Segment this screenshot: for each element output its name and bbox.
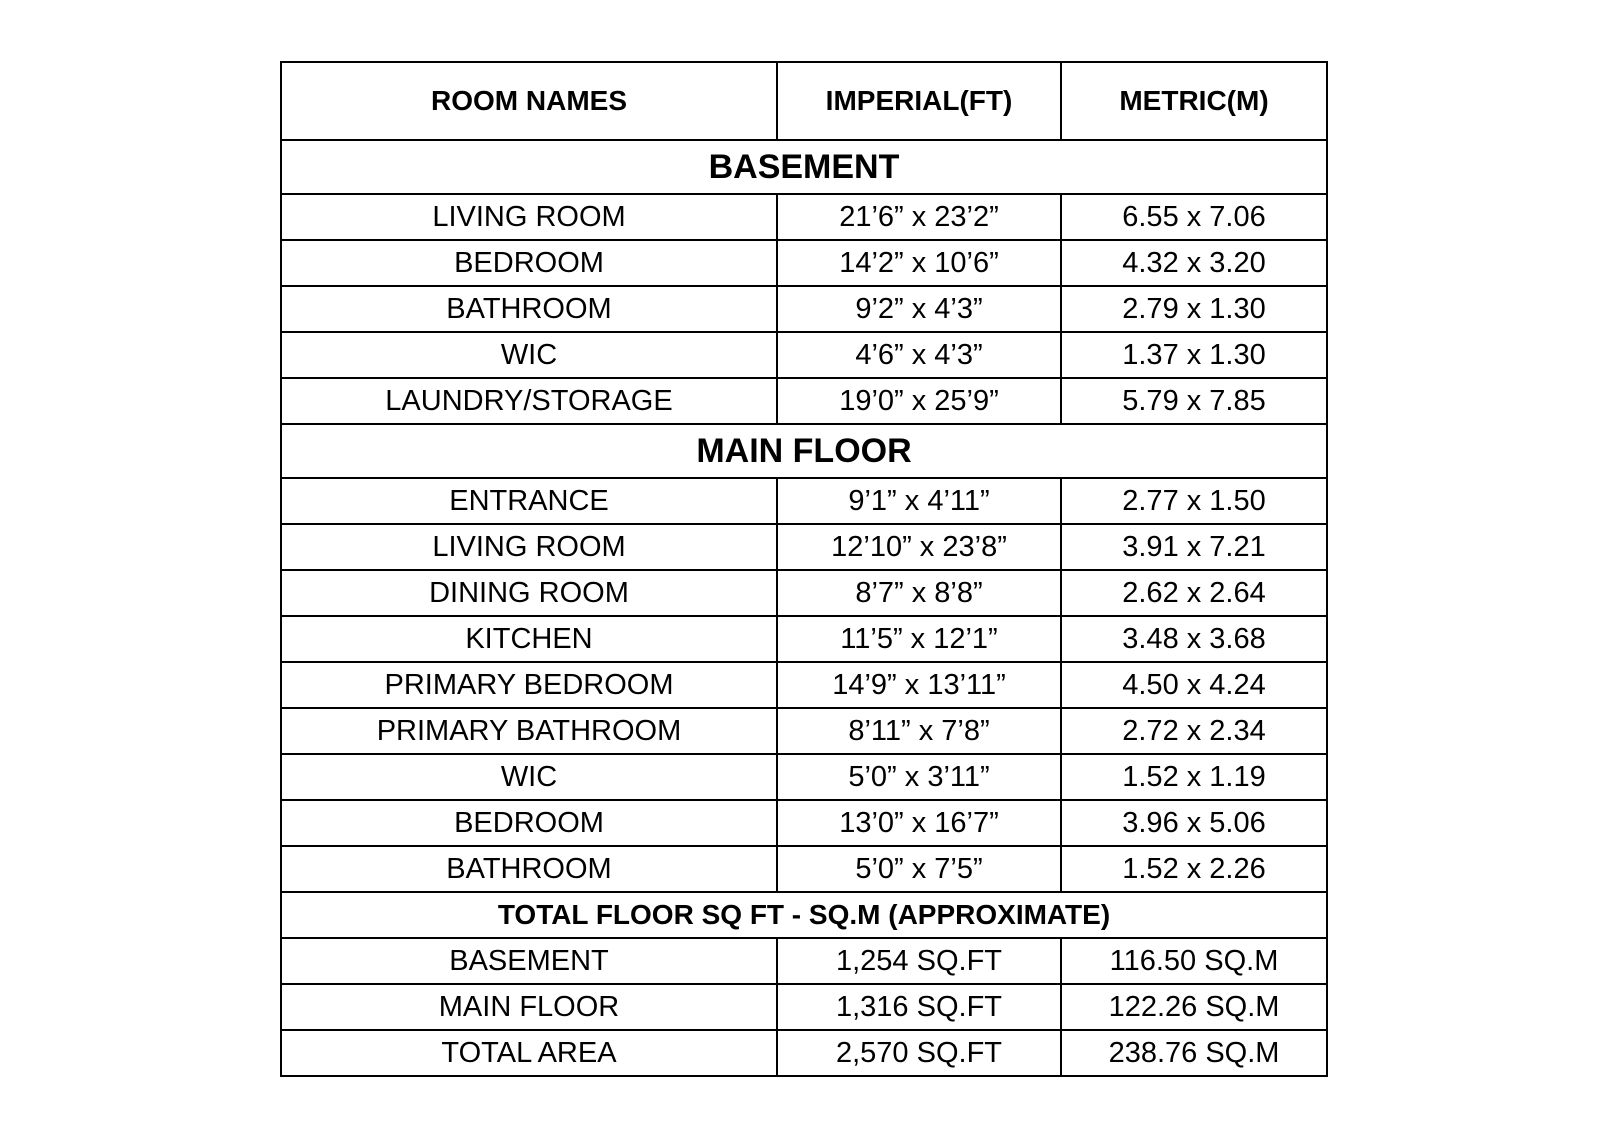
room-name: LIVING ROOM (281, 194, 777, 240)
table-row (281, 800, 1327, 846)
metric-size: 1.52 x 2.26 (1061, 846, 1327, 892)
table-row (281, 984, 1327, 1030)
area-sqm: 116.50 SQ.M (1061, 938, 1327, 984)
room-dimensions-table (280, 61, 1328, 1077)
imperial-size: 13’0” x 16’7” (777, 800, 1061, 846)
section-title: BASEMENT (281, 140, 1327, 194)
header-metric: METRIC(M) (1061, 62, 1327, 140)
imperial-size: 9’1” x 4’11” (777, 478, 1061, 524)
table-row (281, 478, 1327, 524)
area-sqft: 1,254 SQ.FT (777, 938, 1061, 984)
room-name: ENTRANCE (281, 478, 777, 524)
metric-size: 2.79 x 1.30 (1061, 286, 1327, 332)
metric-size: 2.72 x 2.34 (1061, 708, 1327, 754)
metric-size: 6.55 x 7.06 (1061, 194, 1327, 240)
metric-size: 3.96 x 5.06 (1061, 800, 1327, 846)
metric-size: 1.37 x 1.30 (1061, 332, 1327, 378)
table-row (281, 662, 1327, 708)
section-title: MAIN FLOOR (281, 424, 1327, 478)
table-row (281, 378, 1327, 424)
table-row (281, 194, 1327, 240)
section-basement (281, 140, 1327, 194)
room-name: BATHROOM (281, 286, 777, 332)
imperial-size: 11’5” x 12’1” (777, 616, 1061, 662)
metric-size: 3.48 x 3.68 (1061, 616, 1327, 662)
header-row (281, 62, 1327, 140)
room-name: BEDROOM (281, 800, 777, 846)
table-row (281, 570, 1327, 616)
table-row (281, 708, 1327, 754)
metric-size: 4.32 x 3.20 (1061, 240, 1327, 286)
metric-size: 4.50 x 4.24 (1061, 662, 1327, 708)
imperial-size: 4’6” x 4’3” (777, 332, 1061, 378)
room-name: PRIMARY BATHROOM (281, 708, 777, 754)
table-row (281, 1030, 1327, 1076)
metric-size: 1.52 x 1.19 (1061, 754, 1327, 800)
area-sqm: 122.26 SQ.M (1061, 984, 1327, 1030)
imperial-size: 9’2” x 4’3” (777, 286, 1061, 332)
table-row (281, 846, 1327, 892)
area-name: BASEMENT (281, 938, 777, 984)
table-row (281, 616, 1327, 662)
room-name: WIC (281, 754, 777, 800)
room-name: KITCHEN (281, 616, 777, 662)
area-sqm: 238.76 SQ.M (1061, 1030, 1327, 1076)
room-name: LIVING ROOM (281, 524, 777, 570)
imperial-size: 12’10” x 23’8” (777, 524, 1061, 570)
table-row (281, 524, 1327, 570)
metric-size: 2.62 x 2.64 (1061, 570, 1327, 616)
totals-title: TOTAL FLOOR SQ FT - SQ.M (APPROXIMATE) (281, 892, 1327, 938)
imperial-size: 5’0” x 3’11” (777, 754, 1061, 800)
area-name: MAIN FLOOR (281, 984, 777, 1030)
imperial-size: 19’0” x 25’9” (777, 378, 1061, 424)
table-row (281, 754, 1327, 800)
header-imperial: IMPERIAL(FT) (777, 62, 1061, 140)
metric-size: 2.77 x 1.50 (1061, 478, 1327, 524)
room-name: BEDROOM (281, 240, 777, 286)
room-name: BATHROOM (281, 846, 777, 892)
room-name: LAUNDRY/STORAGE (281, 378, 777, 424)
section-totals (281, 892, 1327, 938)
table-row (281, 240, 1327, 286)
table-row (281, 332, 1327, 378)
room-name: WIC (281, 332, 777, 378)
table-row (281, 286, 1327, 332)
imperial-size: 14’9” x 13’11” (777, 662, 1061, 708)
metric-size: 5.79 x 7.85 (1061, 378, 1327, 424)
room-name: DINING ROOM (281, 570, 777, 616)
room-name: PRIMARY BEDROOM (281, 662, 777, 708)
area-name: TOTAL AREA (281, 1030, 777, 1076)
table-row (281, 938, 1327, 984)
imperial-size: 8’11” x 7’8” (777, 708, 1061, 754)
area-sqft: 2,570 SQ.FT (777, 1030, 1061, 1076)
imperial-size: 21’6” x 23’2” (777, 194, 1061, 240)
imperial-size: 5’0” x 7’5” (777, 846, 1061, 892)
header-room-names: ROOM NAMES (281, 62, 777, 140)
metric-size: 3.91 x 7.21 (1061, 524, 1327, 570)
area-sqft: 1,316 SQ.FT (777, 984, 1061, 1030)
imperial-size: 14’2” x 10’6” (777, 240, 1061, 286)
imperial-size: 8’7” x 8’8” (777, 570, 1061, 616)
section-main-floor (281, 424, 1327, 478)
